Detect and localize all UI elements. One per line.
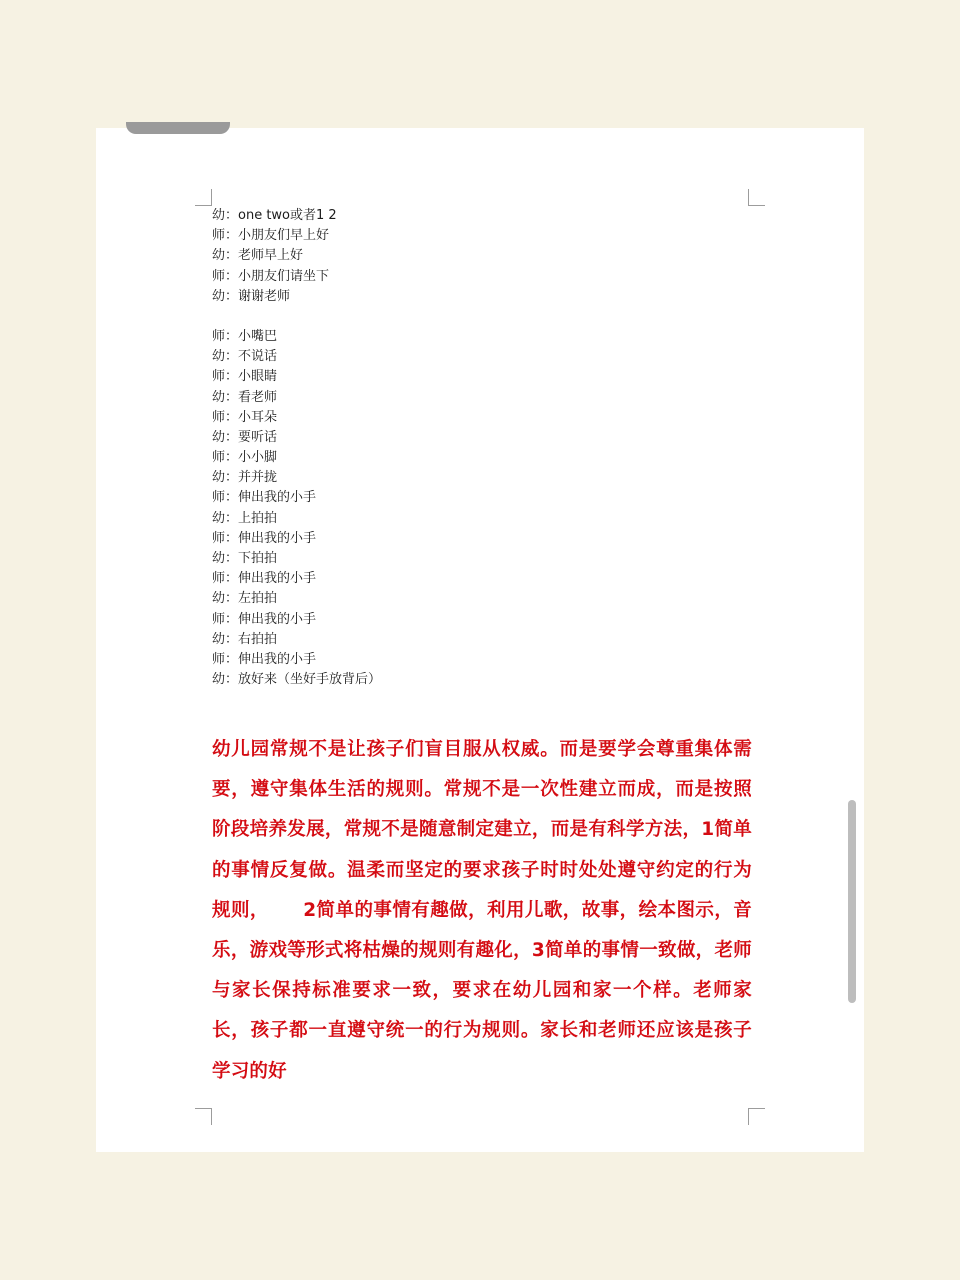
- dialogue-block-rhyme: [212, 327, 732, 690]
- scrollbar-thumb[interactable]: [848, 800, 856, 1003]
- dialogue-line: 师：小眼睛: [212, 369, 278, 385]
- dialogue-line: 幼：老师早上好: [212, 248, 304, 264]
- dialogue-line: 师：伸出我的小手: [212, 611, 317, 627]
- dialogue-line: 幼：放好来（坐好手放背后）: [212, 672, 382, 688]
- corner-crop-mark-top-left: [195, 189, 212, 206]
- dialogue-line: 师：小朋友们请坐下: [212, 268, 330, 284]
- dialogue-line: 师：伸出我的小手: [212, 651, 317, 667]
- paragraph-gap: [212, 307, 732, 327]
- toolbar-handle[interactable]: [126, 122, 230, 134]
- dialogue-line: 幼：谢谢老师: [212, 288, 291, 304]
- dialogue-line: 师：小朋友们早上好: [212, 228, 330, 244]
- dialogue-section: [212, 206, 732, 690]
- corner-crop-mark-top-right: [748, 189, 765, 206]
- dialogue-line: 幼：one two或者1 2: [212, 208, 337, 223]
- dialogue-line: 幼：不说话: [212, 349, 278, 365]
- dialogue-line: 幼：要听话: [212, 429, 278, 445]
- dialogue-line: 幼：下拍拍: [212, 551, 278, 566]
- dialogue-line: 幼：右拍拍: [212, 631, 278, 647]
- dialogue-line: 幼：并并拢: [212, 470, 278, 486]
- dialogue-line: 师：伸出我的小手: [212, 490, 317, 506]
- dialogue-line: 师：小耳朵: [212, 409, 278, 425]
- dialogue-line: 幼：左拍拍: [212, 591, 278, 607]
- dialogue-line: 幼：看老师: [212, 389, 278, 405]
- dialogue-line: 师：小嘴巴: [212, 328, 278, 344]
- dialogue-line: 师：伸出我的小手: [212, 571, 317, 587]
- dialogue-line: 师：伸出我的小手: [212, 530, 317, 546]
- dialogue-line: 幼：上拍拍: [212, 510, 278, 526]
- dialogue-line: 师：小小脚: [212, 450, 278, 466]
- commentary-paragraph: 幼儿园常规不是让孩子们盲目服从权威。而是要学会尊重集体需要，遵守集体生活的规则。常规不是一次性建立而成，而是按照阶段培养发展，常规不是随意制定建立，而是有科学方法，1简单的事情反复做。温柔而坚定的要求孩子时时处处遵守约定的行为规则， 2简单的事情有趣做，利用儿歌，故事，绘本图示，音乐，游戏等形式将枯燥的规则有趣化，3简单的事情一致做，老师与家长保持标准要求一致，要求在幼儿园和家一个样。老师家长，孩子都一直遵守统一的行为规则。家长和老师还应该是孩子学习的好: [212, 739, 752, 1082]
- corner-crop-mark-bottom-left: [195, 1108, 212, 1125]
- corner-crop-mark-bottom-right: [748, 1108, 765, 1125]
- dialogue-block-greeting: [212, 206, 732, 307]
